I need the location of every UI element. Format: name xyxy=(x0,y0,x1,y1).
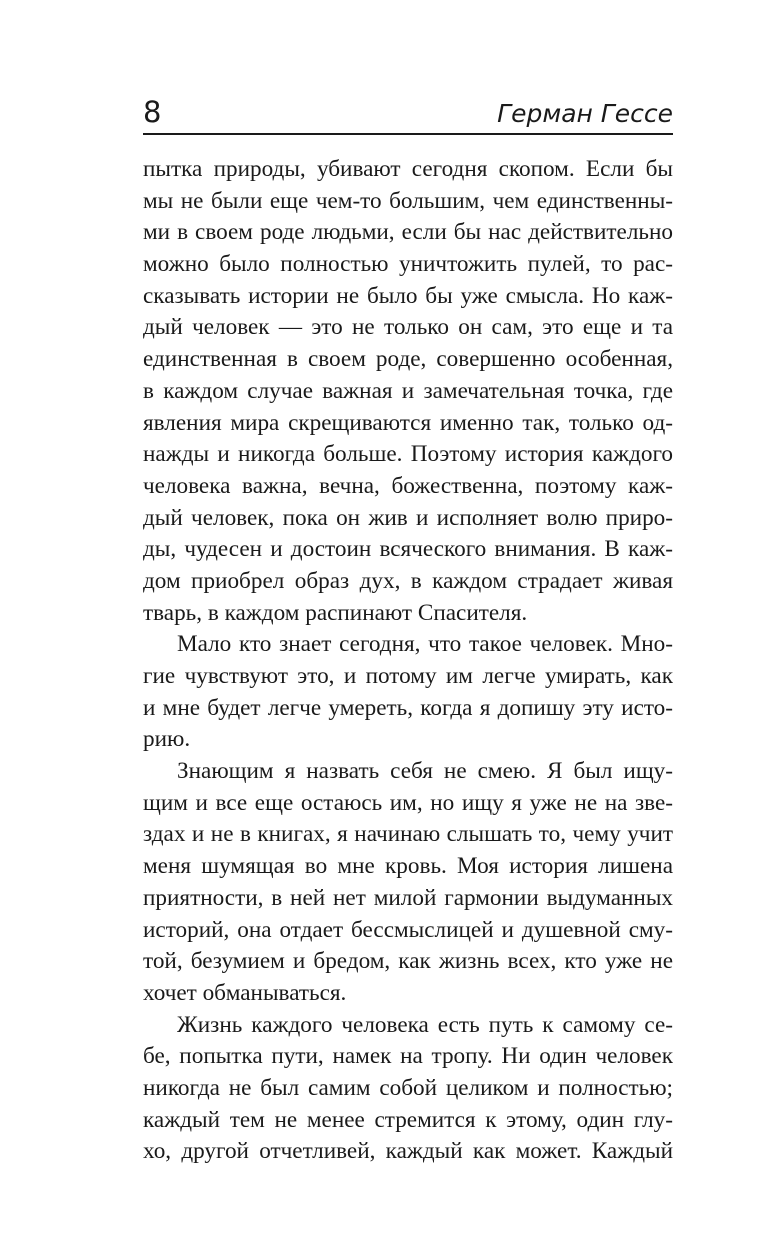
text-line: явления мира скрещиваются именно так, только од- xyxy=(143,409,673,436)
text-line: тварь, в каждом распинают Спасителя. xyxy=(143,599,528,626)
text-line: нажды и никогда больше. Поэтому история каждого xyxy=(143,441,673,468)
text-line: Знающим я назвать себя не смею. Я был ищу- xyxy=(177,758,673,785)
text-line: ды, чудесен и достоин всяческого внимания. В каж- xyxy=(143,536,673,563)
text-line: каждый тем не менее стремится к этому, один глу- xyxy=(143,1106,673,1133)
text-line: хо, другой отчетливей, каждый как может. Каждый xyxy=(143,1138,673,1165)
header-divider xyxy=(143,133,673,135)
text-line: историй, она отдает бессмыслицей и душевной сму- xyxy=(143,916,673,943)
paragraph-4 xyxy=(143,1010,673,1168)
text-line: никогда не был самим собой целиком и полностью; xyxy=(143,1074,673,1101)
text-line: пытка природы, убивают сегодня скопом. Если бы xyxy=(143,156,673,182)
text-line: в каждом случае важная и замечательная точка, где xyxy=(143,377,673,404)
text-line: рию. xyxy=(143,726,191,753)
text-line: бе, попытка пути, намек на тропу. Ни один человек xyxy=(143,1043,673,1070)
text-line: и мне будет легче умереть, когда я допишу эту исто- xyxy=(143,694,673,721)
text-line: гие чувствуют это, и потому им легче умирать, как xyxy=(143,663,673,689)
text-line: Мало кто знает сегодня, что такое человек. Мно- xyxy=(177,631,673,658)
text-line: единственная в своем роде, совершенно особенная, xyxy=(143,346,673,373)
text-line: дый человек — это не только он сам, это еще и та xyxy=(143,314,673,341)
text-line: меня шумящая во мне кровь. Моя история лишена xyxy=(143,853,673,880)
paragraph-3 xyxy=(143,756,673,1010)
text-line: мы не были еще чем-то большим, чем единственны- xyxy=(143,187,673,214)
text-line: можно было полностью уничтожить пулей, то рас- xyxy=(143,251,673,278)
body-text xyxy=(143,154,673,1168)
text-line: хочет обманываться. xyxy=(143,979,347,1006)
text-line: ми в своем роде людьми, если бы нас действительно xyxy=(143,219,673,246)
page-header xyxy=(143,93,673,137)
running-head-author: Герман Гессе xyxy=(497,99,673,128)
paragraph-1 xyxy=(143,154,673,629)
paragraph-2 xyxy=(143,629,673,756)
text-line: здах и не в книгах, я начинаю слышать то, чему учит xyxy=(143,821,673,848)
text-line: дый человек, пока он жив и исполняет волю приро- xyxy=(143,504,673,531)
text-line: приятности, в ней нет милой гармонии выдуманных xyxy=(143,884,673,911)
page-number: 8 xyxy=(143,95,162,129)
text-line: Жизнь каждого человека есть путь к самому се- xyxy=(177,1011,673,1038)
text-line: той, безумием и бредом, как жизнь всех, кто уже не xyxy=(143,948,673,975)
text-line: сказывать истории не было бы уже смысла. Но каж- xyxy=(143,282,673,309)
text-line: щим и все еще остаюсь им, но ищу я уже не на зве- xyxy=(143,789,673,816)
text-line: человека важна, вечна, божественна, поэтому каж- xyxy=(143,472,673,499)
text-line: дом приобрел образ дух, в каждом страдает живая xyxy=(143,567,673,594)
